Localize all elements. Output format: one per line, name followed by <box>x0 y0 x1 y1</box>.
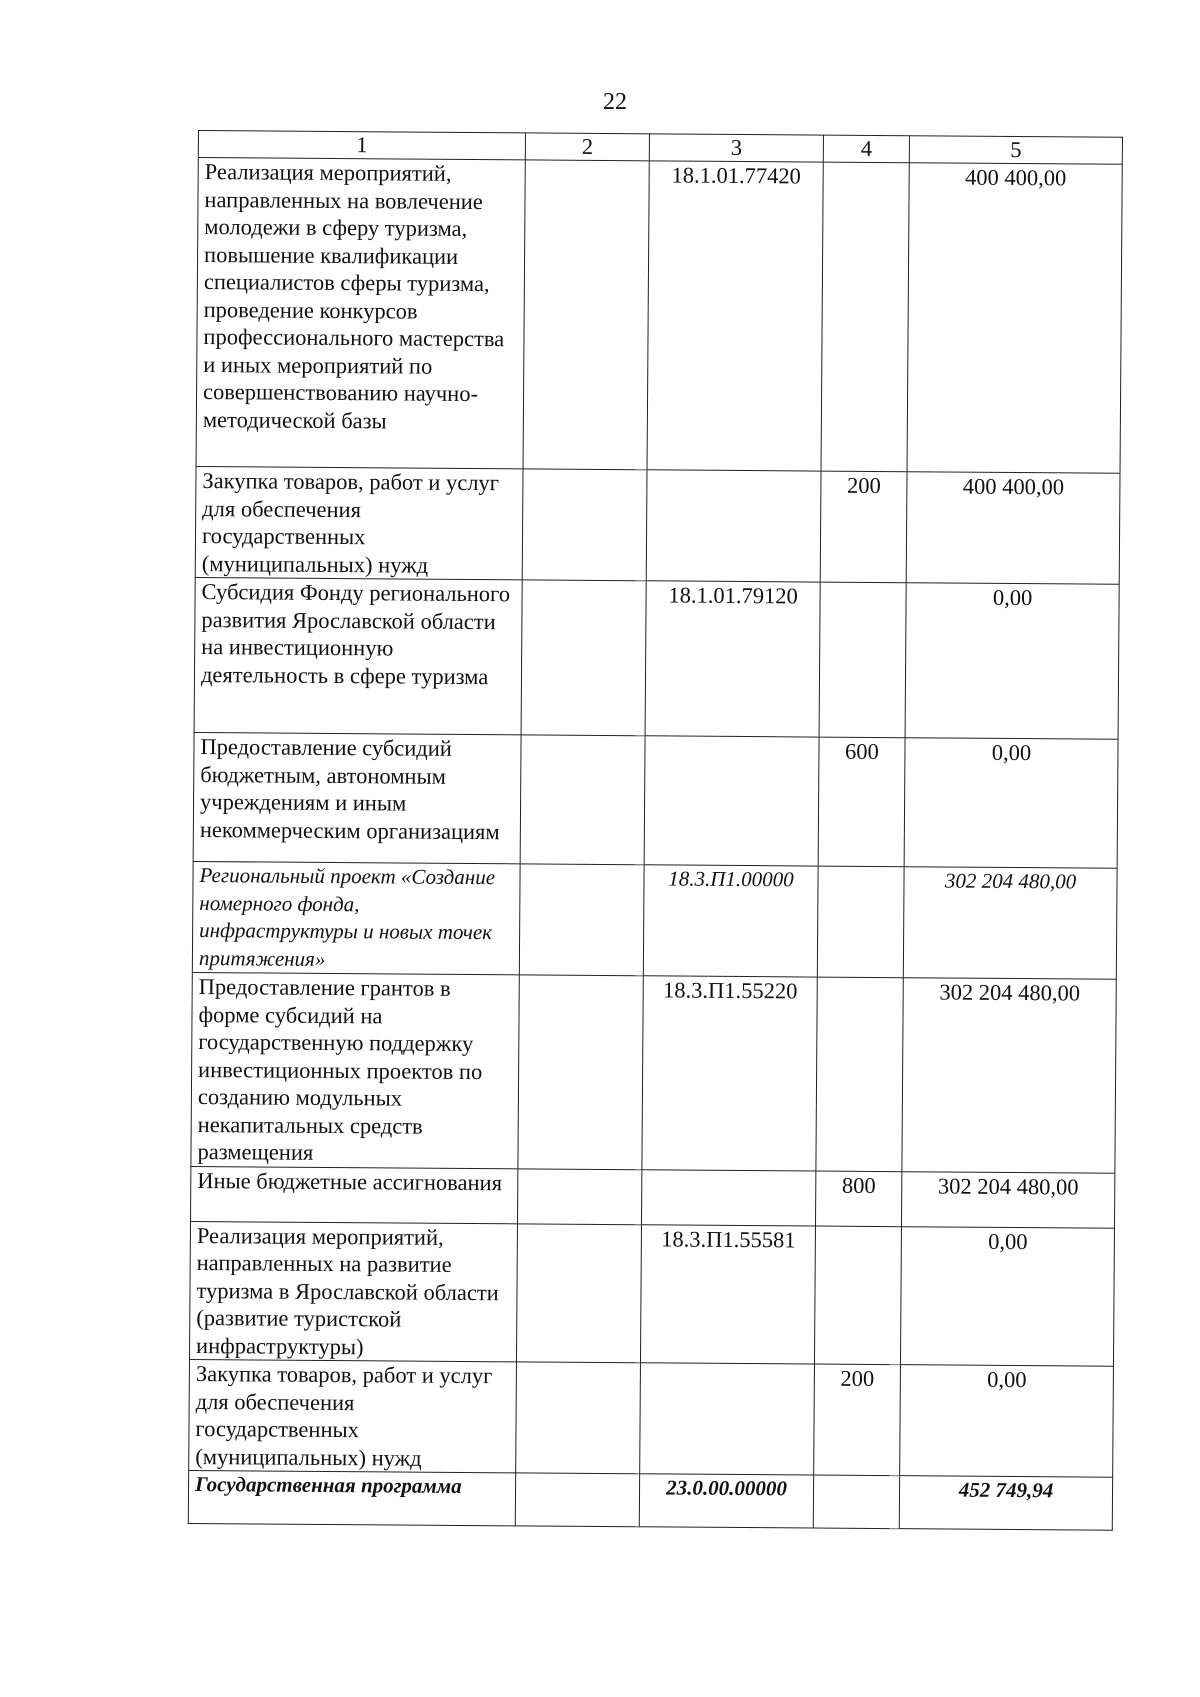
row-name: Реализация мероприятий, направленных на развитие туризма в Ярославской области (развитие туристской инфраструктуры) <box>189 1221 517 1362</box>
table-row <box>189 1359 1114 1477</box>
table-row <box>189 1221 1114 1366</box>
row-code <box>640 1363 815 1475</box>
row-type <box>821 162 909 472</box>
row-code: 23.0.00.00000 <box>639 1474 813 1528</box>
row-amount: 302 204 480,00 <box>901 1171 1114 1228</box>
row-name: Региональный проект «Создание номерного фонда, инфраструктуры и новых точек притяжения» <box>192 861 520 974</box>
row-type <box>817 866 904 978</box>
row-code <box>646 470 821 582</box>
row-code: 18.3.П1.00000 <box>643 865 818 977</box>
header-col-2: 2 <box>525 133 649 161</box>
table-row <box>196 158 1122 474</box>
row-amount: 302 204 480,00 <box>903 867 1117 980</box>
row-amount: 400 400,00 <box>906 472 1120 585</box>
header-col-1: 1 <box>198 131 525 160</box>
row-col2 <box>516 1223 641 1362</box>
row-code: 18.1.01.79120 <box>645 581 820 737</box>
row-amount: 302 204 480,00 <box>902 978 1116 1173</box>
row-code: 18.1.01.77420 <box>647 161 823 471</box>
header-col-4: 4 <box>823 135 909 163</box>
row-code: 18.3.П1.55220 <box>642 976 817 1171</box>
row-name: Реализация мероприятий, направленных на вовлечение молодежи в сферу туризма, повышение квалификации специалистов сферы туризма, проведение конкурсов профессионального мастерства и иных мероприятий по совершенствованию научно-методической базы <box>196 158 525 469</box>
row-type <box>819 582 906 738</box>
row-name: Субсидия Фонду регионального развития Ярославской области на инвестиционную деятельность в сфере туризма <box>194 577 522 734</box>
row-col2 <box>520 735 645 865</box>
table-row <box>191 972 1116 1172</box>
row-col2 <box>515 1473 639 1527</box>
row-col2 <box>516 1362 641 1474</box>
row-type <box>814 1226 901 1365</box>
row-type: 800 <box>815 1171 901 1227</box>
row-name: Закупка товаров, работ и услуг для обеспечения государственных (муниципальных) нужд <box>189 1359 517 1472</box>
row-type <box>816 977 903 1171</box>
row-amount: 0,00 <box>904 738 1118 869</box>
row-name: Государственная программа <box>188 1470 515 1525</box>
row-type: 200 <box>820 471 907 583</box>
row-amount: 452 749,94 <box>899 1476 1112 1531</box>
header-col-3: 3 <box>649 134 823 162</box>
table-row <box>192 861 1117 979</box>
budget-table <box>188 130 1123 1531</box>
row-type <box>813 1475 899 1529</box>
table-row <box>194 577 1119 739</box>
row-name: Предоставление грантов в форме субсидий на государственную поддержку инвестиционных проектов по созданию модульных некапитальных средств размещения <box>191 972 519 1168</box>
row-name: Иные бюджетные ассигнования <box>191 1166 518 1223</box>
table-row <box>193 732 1118 868</box>
row-name: Предоставление субсидий бюджетным, автономным учреждениям и иным некоммерческим организациям <box>193 732 521 863</box>
row-amount: 0,00 <box>905 583 1119 740</box>
header-col-5: 5 <box>909 136 1122 165</box>
row-col2 <box>518 975 643 1169</box>
table-row <box>188 1470 1112 1530</box>
page-number: 22 <box>603 89 627 115</box>
row-amount: 400 400,00 <box>907 163 1122 474</box>
row-amount: 0,00 <box>900 1365 1114 1478</box>
row-col2 <box>522 469 647 581</box>
row-code <box>644 736 819 866</box>
row-type: 600 <box>818 737 905 867</box>
row-type: 200 <box>814 1364 901 1476</box>
table-row <box>195 466 1120 584</box>
row-col2 <box>519 864 644 976</box>
row-code <box>641 1169 815 1225</box>
table-row <box>191 1166 1115 1228</box>
row-code: 18.3.П1.55581 <box>640 1224 815 1364</box>
row-name: Закупка товаров, работ и услуг для обеспечения государственных (муниципальных) нужд <box>195 466 523 579</box>
row-col2 <box>523 160 649 470</box>
row-amount: 0,00 <box>900 1226 1114 1366</box>
row-col2 <box>521 580 646 736</box>
row-col2 <box>517 1168 641 1224</box>
